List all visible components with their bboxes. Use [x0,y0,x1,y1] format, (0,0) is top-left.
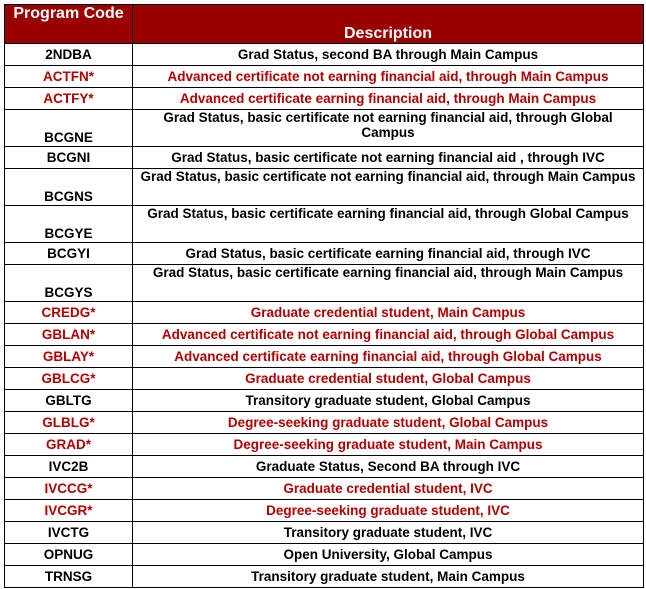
program-code-header: Program Code [5,5,133,44]
program-code-cell: TRNSG [5,566,133,588]
table-row [5,368,644,390]
description-cell: Advanced certificate not earning financial aid, through Global Campus [133,324,644,346]
description-cell: Degree-seeking graduate student, Main Campus [133,434,644,456]
description-cell: Grad Status, basic certificate not earning financial aid, through Main Campus [133,169,644,206]
program-code-cell: BCGYE [5,206,133,243]
description-cell: Grad Status, basic certificate earning financial aid, through IVC [133,243,644,265]
description-cell: Graduate Status, Second BA through IVC [133,456,644,478]
program-code-cell: GLBLG* [5,412,133,434]
program-code-table [4,4,644,588]
program-code-cell: 2NDBA [5,44,133,66]
description-cell: Transitory graduate student, Main Campus [133,566,644,588]
table-row [5,456,644,478]
table-body [5,44,644,588]
table-row [5,412,644,434]
program-code-cell: GBLCG* [5,368,133,390]
table-row [5,346,644,368]
description-cell: Grad Status, basic certificate earning financial aid, through Main Campus [133,265,644,302]
description-cell: Degree-seeking graduate student, IVC [133,500,644,522]
table-row [5,206,644,243]
table-row [5,44,644,66]
program-code-cell: BCGNI [5,147,133,169]
description-cell: Graduate credential student, Global Campus [133,368,644,390]
table-row [5,243,644,265]
program-code-cell: BCGYS [5,265,133,302]
table-row [5,390,644,412]
program-code-cell: ACTFY* [5,88,133,110]
description-cell: Advanced certificate not earning financial aid, through Main Campus [133,66,644,88]
header-row [5,5,644,44]
table-row [5,110,644,147]
program-code-cell: GBLAN* [5,324,133,346]
program-code-cell: BCGNS [5,169,133,206]
program-code-cell: CREDG* [5,302,133,324]
description-cell: Grad Status, basic certificate not earning financial aid, through Global Campus [133,110,644,147]
program-code-cell: BCGYI [5,243,133,265]
program-code-cell: ACTFN* [5,66,133,88]
table-row [5,522,644,544]
description-cell: Grad Status, basic certificate earning financial aid, through Global Campus [133,206,644,243]
table-row [5,66,644,88]
table-row [5,265,644,302]
description-cell: Graduate credential student, Main Campus [133,302,644,324]
table-row [5,566,644,588]
program-code-cell: GBLAY* [5,346,133,368]
table-row [5,324,644,346]
program-code-cell: IVCGR* [5,500,133,522]
description-cell: Grad Status, second BA through Main Campus [133,44,644,66]
description-cell: Transitory graduate student, IVC [133,522,644,544]
description-cell: Degree-seeking graduate student, Global Campus [133,412,644,434]
description-cell: Advanced certificate earning financial aid, through Main Campus [133,88,644,110]
description-cell: Grad Status, basic certificate not earning financial aid , through IVC [133,147,644,169]
description-cell: Open University, Global Campus [133,544,644,566]
program-code-cell: GRAD* [5,434,133,456]
table-row [5,434,644,456]
table-row [5,302,644,324]
description-cell: Transitory graduate student, Global Campus [133,390,644,412]
table-row [5,88,644,110]
description-cell: Advanced certificate earning financial aid, through Global Campus [133,346,644,368]
description-cell: Graduate credential student, IVC [133,478,644,500]
program-code-cell: OPNUG [5,544,133,566]
program-code-cell: IVCCG* [5,478,133,500]
table-row [5,500,644,522]
table-row [5,544,644,566]
description-header: Description [133,5,644,44]
program-code-cell: IVCTG [5,522,133,544]
table-row [5,169,644,206]
program-code-cell: GBLTG [5,390,133,412]
program-code-cell: BCGNE [5,110,133,147]
table-row [5,147,644,169]
table-row [5,478,644,500]
program-code-cell: IVC2B [5,456,133,478]
